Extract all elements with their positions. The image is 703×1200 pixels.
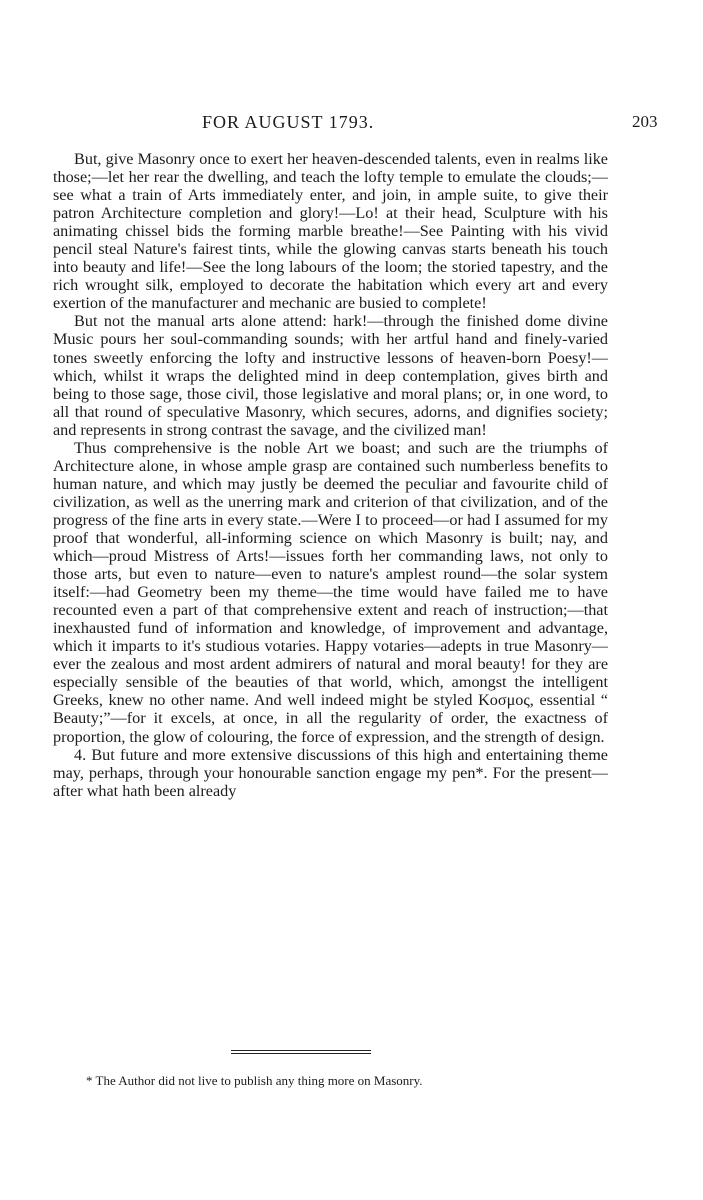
paragraph-future-discussions: 4. But future and more extensive discussions of this high and entertaining theme may, perhaps, through your honourable sanction engage my pen*. For the present—after what hath been already: [53, 745, 608, 800]
footnote-divider: [231, 1050, 371, 1054]
paragraph-comprehensive-art: Thus comprehensive is the noble Art we boast; and such are the triumphs of Architecture alone, in whose ample grasp are contained such numberless benefits to human nature, and which may justly be deemed the peculiar and favourite child of civilization, as well as the unerring mark and criterion of that civilization, and of the progress of the fine arts in every state.—Were I to proceed—or had I assumed for my proof that wonderful, all-informing science on which Masonry is built; nay, and which—proud Mistress of Arts!—issues forth her commanding laws, not only to those arts, but even to nature—even to nature's amplest round—the solar system itself:—had Geometry been my theme—the time would have failed me to have recounted even a part of that comprehensive extent and reach of instruction;—that inexhausted fund of information and knowledge, of improvement and advantage, which it imparts to it's studious votaries. Happy votaries—adepts in true Masonry—ever the zealous and most ardent admirers of natural and moral beauty! for they are especially sensible of the beauties of that world, which, amongst the intelligent Greeks, knew no other name. And well indeed might be styled Κοσμος, essential “ Beauty;”—for it excels, at once, in all the regularity of order, the exactness of proportion, the glow of colouring, the force of expression, and the strength of design.: [53, 438, 608, 746]
running-head: FOR AUGUST 1793.: [202, 112, 375, 132]
body-text: [53, 150, 608, 800]
page-header: [0, 112, 703, 142]
paragraph-masonry-talents: But, give Masonry once to exert her heaven-descended talents, even in realms like those;—let her rear the dwelling, and teach the lofty temple to emulate the clouds;—see what a train of Arts immediately enter, and join, in ample suite, to give their patron Architecture completion and glory!—Lo! at their head, Sculpture with his animating chissel bids the forming marble breathe!—See Painting with his vivid pencil steal Nature's fairest tints, while the glowing canvas starts beneath his touch into beauty and life!—See the long labours of the loom; the storied tapestry, and the rich wrought silk, employed to decorate the habitation which every art and every exertion of the manufacturer and mechanic are busied to complete!: [53, 150, 608, 313]
page-number: 203: [632, 112, 658, 131]
paragraph-manual-arts: But not the manual arts alone attend: hark!—through the finished dome divine Music pours her soul-commanding sounds; with her artful hand and finely-varied tones sweetly enforcing the lofty and instructive lessons of heaven-born Poesy!—which, whilst it wraps the delighted mind in deep contemplation, gives birth and being to those sage, those civil, those legislative and moral plans; or, in one word, to all that round of speculative Masonry, which secures, adorns, and dignifies society; and represents in strong contrast the savage, and the civilized man!: [53, 312, 608, 439]
footnote: * The Author did not live to publish any thing more on Masonry.: [86, 1073, 423, 1088]
